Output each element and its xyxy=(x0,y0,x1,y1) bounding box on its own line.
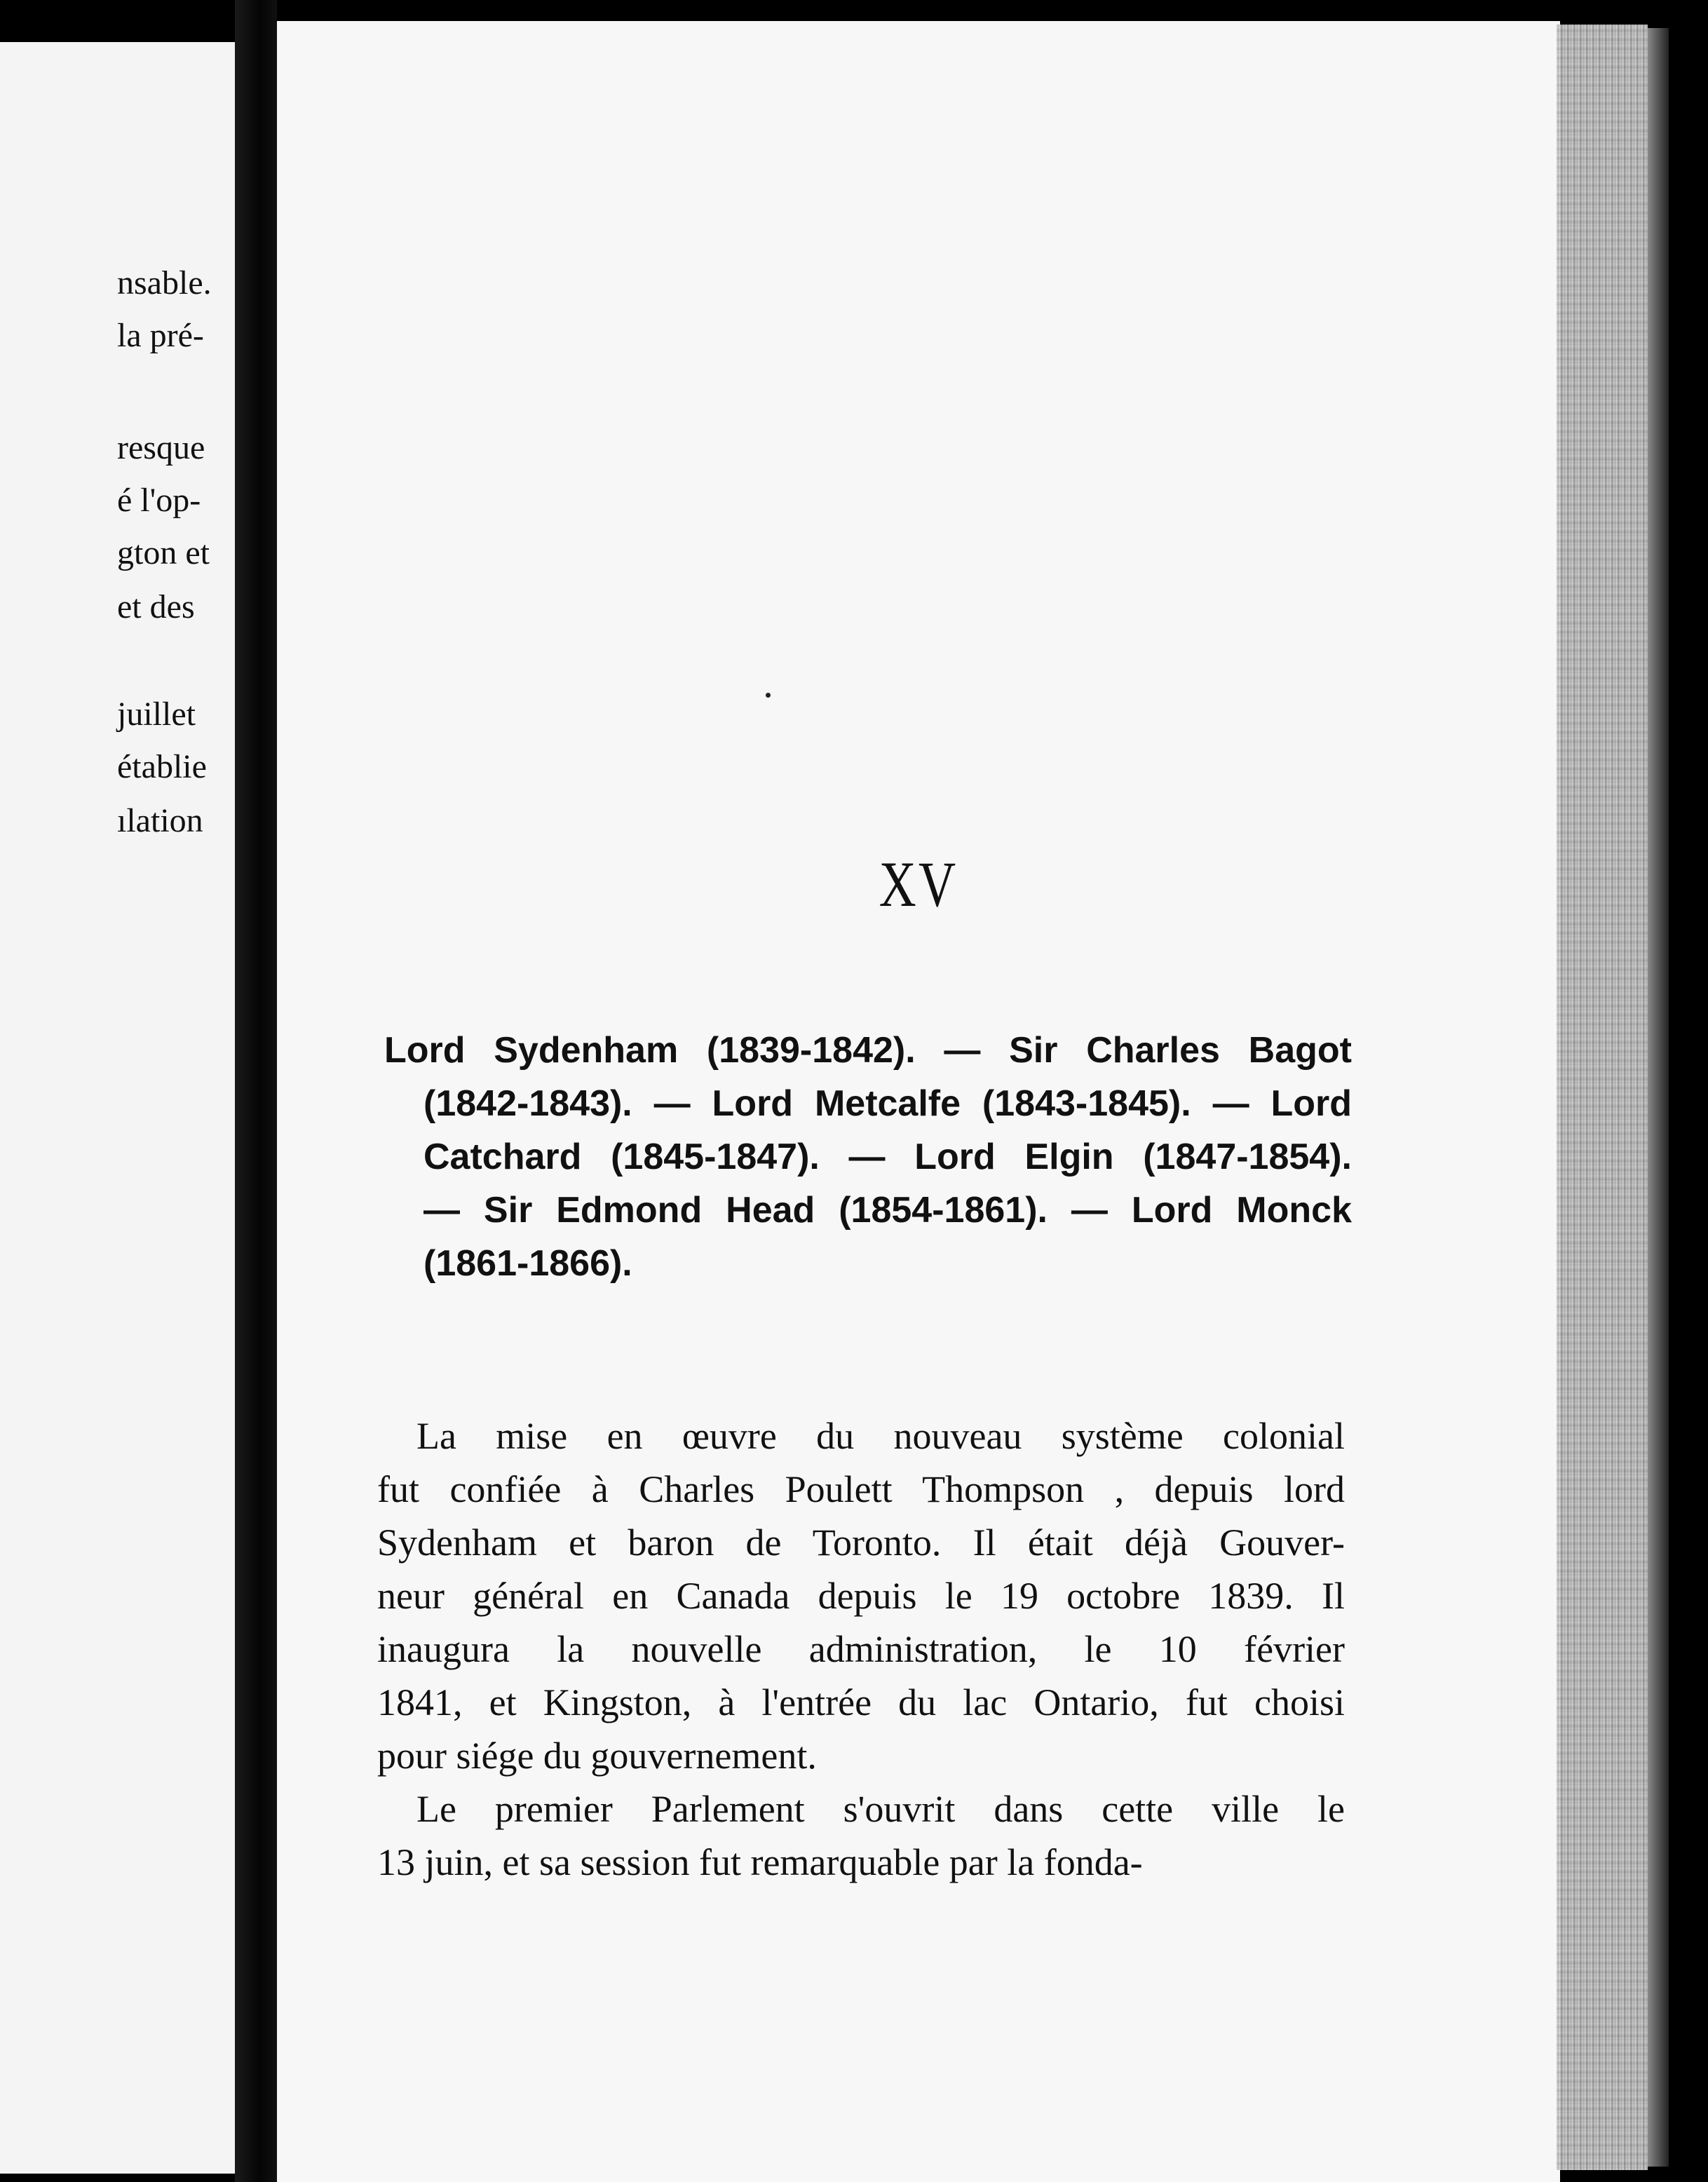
body-line: neur général en Canada depuis le 19 octobre 1839. Il xyxy=(377,1575,1345,1617)
body-line: 1841, et Kingston, à l'entrée du lac Ontario, fut choisi xyxy=(377,1681,1345,1723)
left-page-line: resque xyxy=(117,429,205,466)
left-page-line: juillet xyxy=(117,696,196,733)
left-page-line: nsable. xyxy=(117,264,212,301)
body-line: Le premier Parlement s'ouvrit dans cette ville le xyxy=(416,1788,1345,1830)
book-edge-shadow xyxy=(1648,28,1669,2167)
left-page-line: établie xyxy=(117,748,207,785)
body-line: fut confiée à Charles Poulett Thompson , depuis lord xyxy=(377,1468,1345,1510)
summary-line: — Sir Edmond Head (1854-1861). — Lord Monck xyxy=(423,1190,1352,1231)
book-gutter xyxy=(235,0,277,2182)
body-text xyxy=(377,1409,1345,1889)
body-line: pour siége du gouvernement. xyxy=(377,1735,817,1777)
left-page-line: et des xyxy=(117,588,195,625)
summary-line: (1842-1843). — Lord Metcalfe (1843-1845). — Lord xyxy=(423,1083,1352,1124)
page-stack-edges xyxy=(1557,25,1648,2170)
left-page-line: é l'op- xyxy=(117,482,201,519)
speck-mark xyxy=(766,693,771,698)
body-line: Sydenham et baron de Toronto. Il était déjà Gouver- xyxy=(377,1522,1345,1564)
left-page-line: ılation xyxy=(117,802,203,839)
body-line: inaugura la nouvelle administration, le 10 février xyxy=(377,1628,1345,1670)
body-line: La mise en œuvre du nouveau système colonial xyxy=(416,1415,1345,1457)
summary-line: (1861-1866). xyxy=(423,1243,632,1284)
left-page-line: gton et xyxy=(117,534,210,571)
summary-line: Catchard (1845-1847). — Lord Elgin (1847-1854). xyxy=(423,1137,1352,1177)
chapter-summary xyxy=(384,1024,1352,1290)
body-line: 13 juin, et sa session fut remarquable par la fonda- xyxy=(377,1841,1143,1883)
chapter-number: XV xyxy=(879,848,958,920)
left-facing-page xyxy=(0,42,235,2174)
summary-line: Lord Sydenham (1839-1842). — Sir Charles Bagot xyxy=(384,1030,1352,1071)
left-page-line: la pré- xyxy=(117,317,204,354)
